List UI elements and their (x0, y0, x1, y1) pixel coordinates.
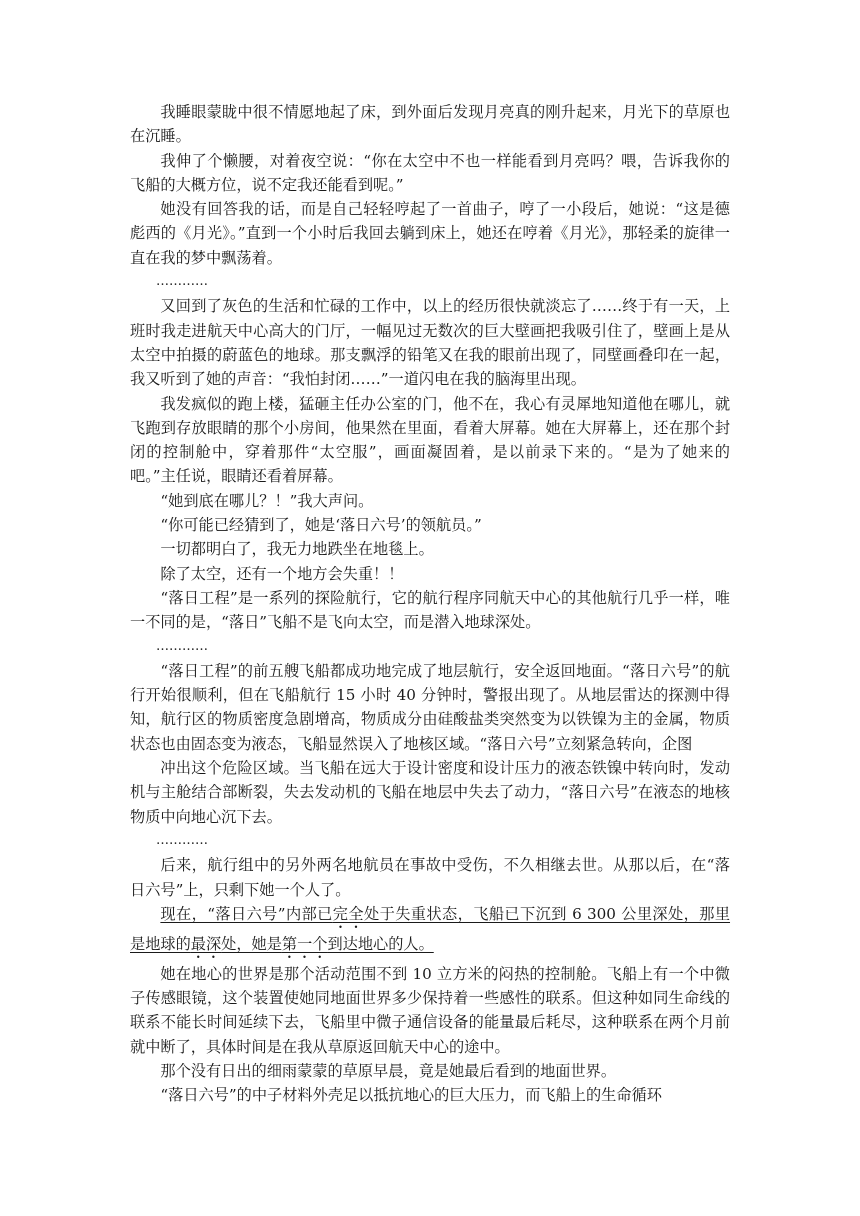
paragraph: 我伸了个懒腰，对着夜空说：“你在太空中不也一样能看到月亮吗？喂，告诉我你的飞船的大概方位，说不定我还能看到呢。” (130, 151, 730, 194)
paragraph: 一切都明白了，我无力地跌坐在地毯上。 (160, 540, 434, 559)
underlined-text (130, 905, 730, 953)
emphasis-text: 完全 (332, 904, 364, 923)
paragraph: 我发疯似的跑上楼，猛砸主任办公室的门，他不在，我心有灵犀地知道他在哪儿，就飞跑到存放眼睛的那个小房间，他果然在里面，看着大屏幕。她在大屏幕上，还在那个封闭的控制舱中，穿着那件“太空服”，画面凝固着，是以前录下来的。“是为了她来的吧。”主任说，眼睛还看着屏幕。 (130, 394, 730, 486)
paragraph: 我睡眼蒙眬中很不情愿地起了床，到外面后发现月亮真的刚升起来，月光下的草原也在沉睡。 (130, 103, 730, 146)
paragraph: “你可能已经猜到了，她是‘落日六号’的领航员。” (160, 516, 482, 535)
text-segment: 到达地心的人。 (327, 934, 434, 953)
text-segment: 现在，“落日六号”内部已 (160, 904, 333, 923)
paragraph: 后来，航行组中的另外两名地航员在事故中受伤，不久相继去世。从那以后，在“落日六号”上，只剩下她一个人了。 (130, 856, 730, 899)
paragraph: 那个没有日出的细雨蒙蒙的草原早晨，竟是她最后看到的地面世界。 (160, 1061, 617, 1080)
text-segment: 处于失重状态，飞船已下沉到 6 300 公里深处，那里是地球的 (130, 904, 731, 953)
ellipsis-separator: ………… (156, 638, 208, 654)
paragraph: 她在地心的世界是那个活动范围不到 10 立方米的闷热的控制舱。飞船上有一个中微子传感眼镜，这个装置使她同地面世界多少保持着一些感性的联系。但这种如同生命线的联系不能长时间延续下去，飞船里中微子通信设备的能量最后耗尽，这种联系在两个月前就中断了，具体时间是在我从草原返回航天中心的途中。 (130, 964, 730, 1056)
document-page (130, 100, 730, 1108)
paragraph: 又回到了灰色的生活和忙碌的工作中，以上的经历很快就淡忘了……终于有一天，上班时我走进航天中心高大的门厅，一幅见过无数次的巨大壁画把我吸引住了，壁画上是从太空中拍摄的蔚蓝色的地球。那支飘浮的铅笔又在我的眼前出现了，同壁画叠印在一起，我又听到了她的声音：“我怕封闭……”一道闪电在我的脑海里出现。 (130, 297, 730, 389)
paragraph: “落日工程”是一系列的探险航行，它的航行程序同航天中心的其他航行几乎一样，唯一不同的是，“落日”飞船不是飞向太空，而是潜入地球深处。 (130, 588, 730, 632)
paragraph: 她没有回答我的话，而是自己轻轻哼起了一首曲子，哼了一小段后，她说：“这是德彪西的《月光》。”直到一个小时后我回去躺到床上，她还在哼着《月光》，那轻柔的旋律一直在我的梦中飘荡着。 (130, 200, 730, 267)
paragraph: 除了太空，还有一个地方会失重！！ (160, 564, 404, 583)
text-segment: 处，她是 (221, 934, 282, 953)
emphasis-text: 最深 (190, 934, 222, 953)
paragraph: 冲出这个危险区域。当飞船在远大于设计密度和设计压力的液态铁镍中转向时，发动机与主舱结合部断裂，失去发动机的飞船在地层中失去了动力，“落日六号”在液态的地核物质中向地心沉下去。 (130, 759, 730, 826)
emphasis-text: 第一个 (281, 934, 328, 953)
underlined-paragraph (130, 902, 730, 962)
paragraph: “她到底在哪儿？！”我大声问。 (160, 491, 374, 510)
paragraph: “落日六号”的中子材料外壳足以抵抗地心的巨大压力，而飞船上的生命循环 (160, 1086, 662, 1105)
paragraph: “落日工程”的前五艘飞船都成功地完成了地层航行，安全返回地面。“落日六号”的航行开始很顺利，但在飞船航行 15 小时 40 分钟时，警报出现了。从地层雷达的探测中得知，航行区的物质密度急剧增高，物质成分由硅酸盐类突然变为以铁镍为主的金属，物质状态也由固态变为液态，飞船显然误入了地核区域。“落日六号”立刻紧急转向，企图 (130, 661, 730, 753)
ellipsis-separator: ………… (156, 832, 208, 848)
ellipsis-separator: ………… (156, 274, 208, 290)
